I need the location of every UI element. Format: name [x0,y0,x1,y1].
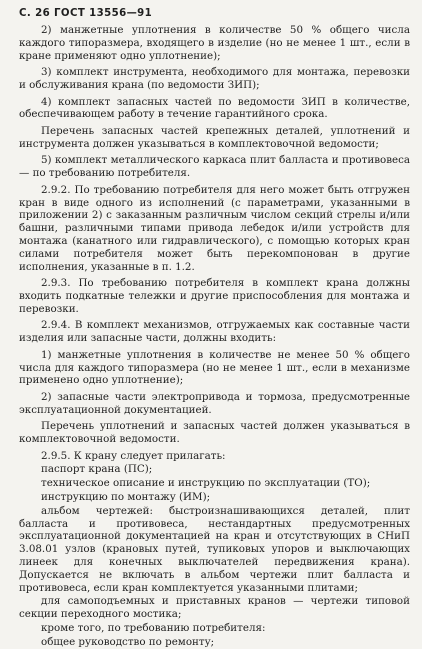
list-item-additional: кроме того, по требованию потребителя: [41,622,266,635]
list-item-manual: техническое описание и инструкцию по эксплуатации (ТО); [41,477,371,490]
clause-2-9-5: 2.9.5. К крану следует прилагать: [41,449,226,462]
clause-2-9-4: 2.9.4. В комплект механизмов, отгружаемых как составные части изделия или запасные части, должны входить: [19,319,410,345]
list-item-bridge-drawings: для самоподъемных и приставных кранов — чертежи типовой секции переходного мостика; [19,595,410,621]
list-item-installation: инструкцию по монтажу (ИМ); [41,491,211,504]
list-item-mech-gaskets: 1) манжетные уплотнения в количестве не менее 50 % общего числа для каждого типоразмера (но не менее 1 шт., если в механизме применено одно уплотнение); [19,348,410,387]
clause-2-9-3: 2.9.3. По требованию потребителя в комплект крана должны входить подкатные тележки и другие приспособления для монтажа и перевозки. [19,277,410,315]
list-item-mech-spares: 2) запасные части электропривода и тормоза, предусмотренные эксплуатационной документацией. [19,390,410,416]
list-item-drawings: альбом чертежей: быстроизнашивающихся деталей, плит балласта и противовеса, нестандартных предусмотренных эксплуатационной документацией на кран и отсутствующих в СНиП 3.08.01 узлов (крановых путей, тупиковых упоров и выключающих линеек для конечных выключателей передвижения крана). Допускается не включать в альбом чертежи плит балласта и противовеса, если кран комплектуется указанными плитами; [19,504,410,594]
paragraph-spare-list: Перечень запасных частей крепежных деталей, уплотнений и инструмента должен указываться в комплектовочной ведомости; [19,124,410,150]
page-header: С. 26 ГОСТ 13556—91 [19,8,153,19]
list-item-tools: 3) комплект инструмента, необходимого для монтажа, перевозки и обслуживания крана (по ведомости ЗИП); [19,66,410,91]
list-item-repair-guide: общее руководство по ремонту; [41,635,215,648]
list-item-gaskets: 2) манжетные уплотнения в количестве 50 % общего числа каждого типоразмера, входящего в изделие (но не менее 1 шт., если в кране применяют одно уплотнение); [19,24,410,62]
clause-2-9-2: 2.9.2. По требованию потребителя для него может быть отгружен кран в виде одного из исполнений (с параметрами, указанными в приложении 2) с заказанным различным числом секций стрелы и/или башни, различными типами привода лебедок и/или устройств для монтажа (канатного или гидравлического), с помощью которых кран силами потребителя может быть перекомпонован в другие исполнения, указанные в п. 1.2. [19,183,410,273]
list-item-frame: 5) комплект металлического каркаса плит балласта и противовеса — по требованию потребителя. [19,154,410,180]
document-body [19,24,410,649]
paragraph-gasket-list: Перечень уплотнений и запасных частей должен указываться в комплектовочной ведомости. [19,420,410,446]
list-item-passport: паспорт крана (ПС); [41,463,153,476]
list-item-spare-parts: 4) комплект запасных частей по ведомости ЗИП в количестве, обеспечивающем работу в течение гарантийного срока. [19,95,410,121]
